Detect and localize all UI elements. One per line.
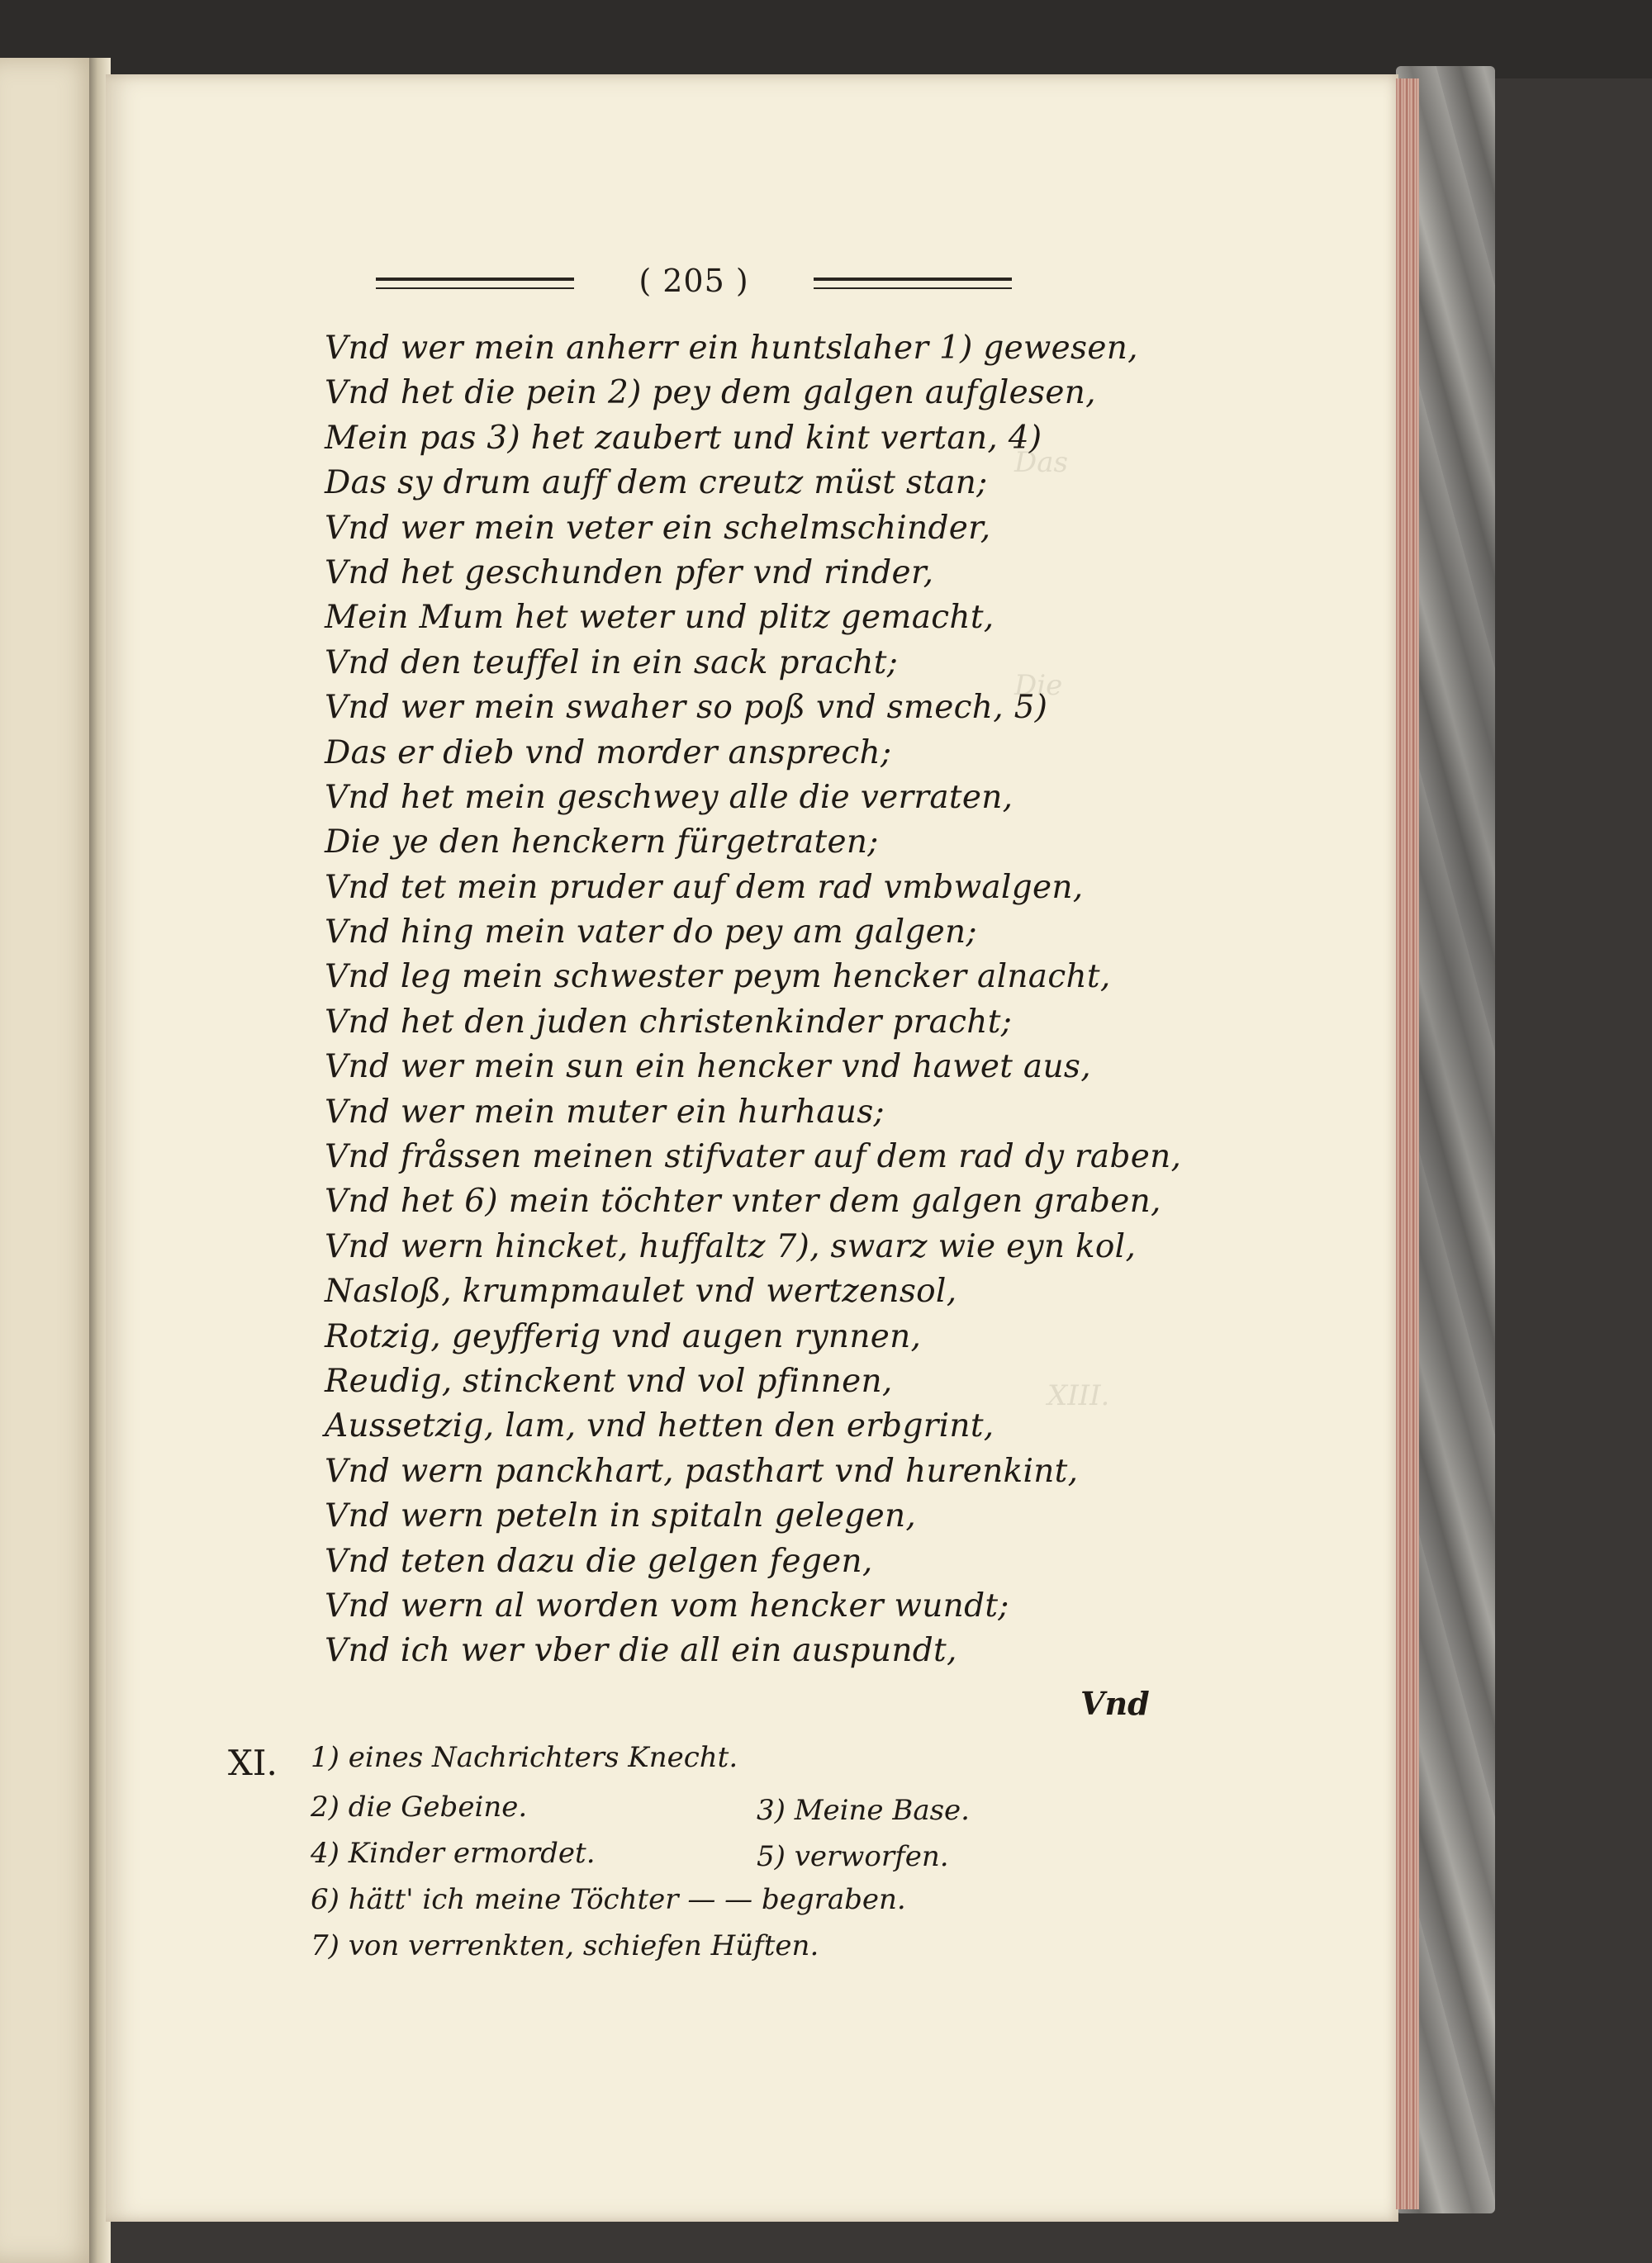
left-page-fragment bbox=[0, 58, 101, 2263]
verse-line: Mein pas 3) het zaubert und kint vertan, 4) bbox=[325, 419, 1042, 457]
footnote-section-label: XI. bbox=[228, 1743, 278, 1783]
footnote: 2) die Gebeine. bbox=[311, 1791, 528, 1824]
verse-line: Vnd wern al worden vom hencker wundt; bbox=[325, 1587, 1009, 1625]
verse-line: Das er dieb vnd morder ansprech; bbox=[325, 733, 892, 771]
footnote: 6) hätt' ich meine Töchter — — begraben. bbox=[311, 1883, 906, 1916]
verse-line: Vnd het 6) mein töchter vnter dem galgen graben, bbox=[325, 1183, 1161, 1221]
verse-line: Vnd leg mein schwester peym hencker alnacht, bbox=[325, 958, 1111, 996]
verse-line: Reudig, stinckent vnd vol pfinnen, bbox=[325, 1362, 893, 1400]
verse-line: Vnd wer mein swaher so poß vnd smech, 5) bbox=[325, 689, 1048, 727]
verse-line: Vnd wern peteln in spitaln gelegen, bbox=[325, 1497, 917, 1535]
verse-line: Vnd het die pein 2) pey dem galgen aufglesen, bbox=[325, 374, 1096, 412]
page-number: ( 205 ) bbox=[638, 263, 749, 299]
verse-line: Vnd ich wer vber die all ein auspundt, bbox=[325, 1632, 957, 1670]
verse-line: Vnd het den juden christenkinder pracht; bbox=[325, 1003, 1013, 1041]
verse-line: Vnd teten dazu die gelgen fegen, bbox=[325, 1542, 873, 1580]
verse-line: Vnd wer mein sun ein hencker vnd hawet aus, bbox=[325, 1048, 1091, 1086]
footnote: 1) eines Nachrichters Knecht. bbox=[311, 1741, 738, 1774]
page-header bbox=[376, 263, 1012, 304]
verse-line: Das sy drum auff dem creutz müst stan; bbox=[325, 464, 988, 502]
footnote: 4) Kinder ermordet. bbox=[311, 1837, 596, 1870]
verse-line: Vnd wern hincket, huffaltz 7), swarz wie eyn kol, bbox=[325, 1227, 1137, 1265]
header-rule-right bbox=[814, 278, 1012, 289]
bleed-through-text: Das bbox=[1014, 446, 1068, 479]
footnote: 7) von verrenkten, schiefen Hüften. bbox=[311, 1929, 819, 1962]
page-block-edge bbox=[1396, 78, 1419, 2209]
verse-line: Vnd het geschunden pfer vnd rinder, bbox=[325, 553, 934, 591]
verse-line: Mein Mum het weter und plitz gemacht, bbox=[325, 599, 995, 637]
verse-line: Vnd wern panckhart, pasthart vnd hurenkint, bbox=[325, 1452, 1079, 1490]
verse-line: Vnd fråssen meinen stifvater auf dem rad dy raben, bbox=[325, 1138, 1182, 1176]
verse-line: Nasloß, krumpmaulet vnd wertzensol, bbox=[325, 1273, 957, 1311]
footnote: 3) Meine Base. bbox=[757, 1794, 970, 1827]
verse-line: Vnd wer mein muter ein hurhaus; bbox=[325, 1093, 885, 1131]
header-rule-left bbox=[376, 278, 574, 289]
verse-line: Vnd wer mein veter ein schelmschinder, bbox=[325, 509, 991, 547]
catchword: Vnd bbox=[1080, 1685, 1150, 1722]
verse-line: Vnd het mein geschwey alle die verraten, bbox=[325, 778, 1014, 816]
verse-line: Vnd wer mein anherr ein huntslaher 1) gewesen, bbox=[325, 330, 1138, 367]
verse-line: Die ye den henckern fürgetraten; bbox=[325, 823, 879, 861]
verse-line: Aussetzig, lam, vnd hetten den erbgrint, bbox=[325, 1407, 995, 1445]
bleed-through-text: Die bbox=[1014, 669, 1063, 702]
footnote: 5) verworfen. bbox=[757, 1840, 949, 1873]
bleed-through-text: XIII. bbox=[1047, 1379, 1110, 1412]
verse-line: Vnd tet mein pruder auf dem rad vmbwalgen, bbox=[325, 868, 1084, 906]
verse-line: Rotzig, geyfferig vnd augen rynnen, bbox=[325, 1317, 922, 1355]
verse-block bbox=[325, 326, 1182, 1674]
verse-line: Vnd hing mein vater do pey am galgen; bbox=[325, 913, 977, 951]
verse-line: Vnd den teuffel in ein sack pracht; bbox=[325, 643, 899, 681]
